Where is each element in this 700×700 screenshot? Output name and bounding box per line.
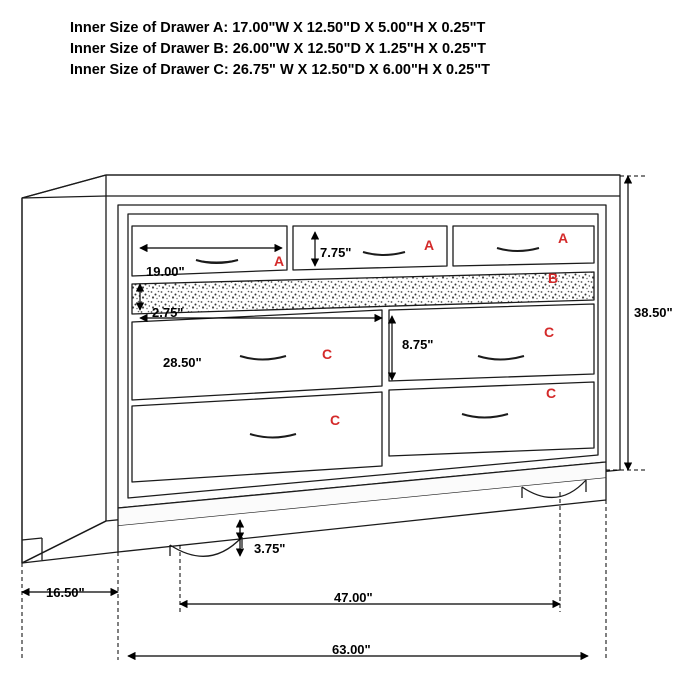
- header-line-drawer-b: Inner Size of Drawer B: 26.00"W X 12.50"D X 1.25"H X 0.25"T: [70, 41, 486, 57]
- dim-drawer-c-width: 28.50": [163, 355, 202, 370]
- dim-depth: 16.50": [46, 585, 85, 600]
- dim-overall-width: 63.00": [332, 642, 371, 657]
- label-drawer-c-right-lower: C: [546, 385, 557, 401]
- dim-overall-height: 38.50": [634, 305, 673, 320]
- dim-drawer-b-height: 2.75": [152, 305, 184, 320]
- label-drawer-c-right-upper: C: [544, 324, 555, 340]
- label-drawer-b: B: [548, 270, 559, 286]
- dim-base-width: 47.00": [334, 590, 373, 605]
- dim-drawer-a-width: 19.00": [146, 264, 185, 279]
- dim-drawer-a-height: 7.75": [320, 245, 352, 260]
- label-drawer-a-left: A: [274, 253, 285, 269]
- label-drawer-c-left-lower: C: [330, 412, 341, 428]
- label-drawer-a-right: A: [558, 230, 569, 246]
- label-drawer-a-mid: A: [424, 237, 435, 253]
- header-line-drawer-a: Inner Size of Drawer A: 17.00"W X 12.50"D X 5.00"H X 0.25"T: [70, 20, 486, 36]
- dim-base-clearance: 3.75": [254, 541, 286, 556]
- header-line-drawer-c: Inner Size of Drawer C: 26.75" W X 12.50"D X 6.00"H X 0.25"T: [70, 62, 490, 78]
- label-drawer-c-mid: C: [322, 346, 333, 362]
- dim-drawer-c-height: 8.75": [402, 337, 434, 352]
